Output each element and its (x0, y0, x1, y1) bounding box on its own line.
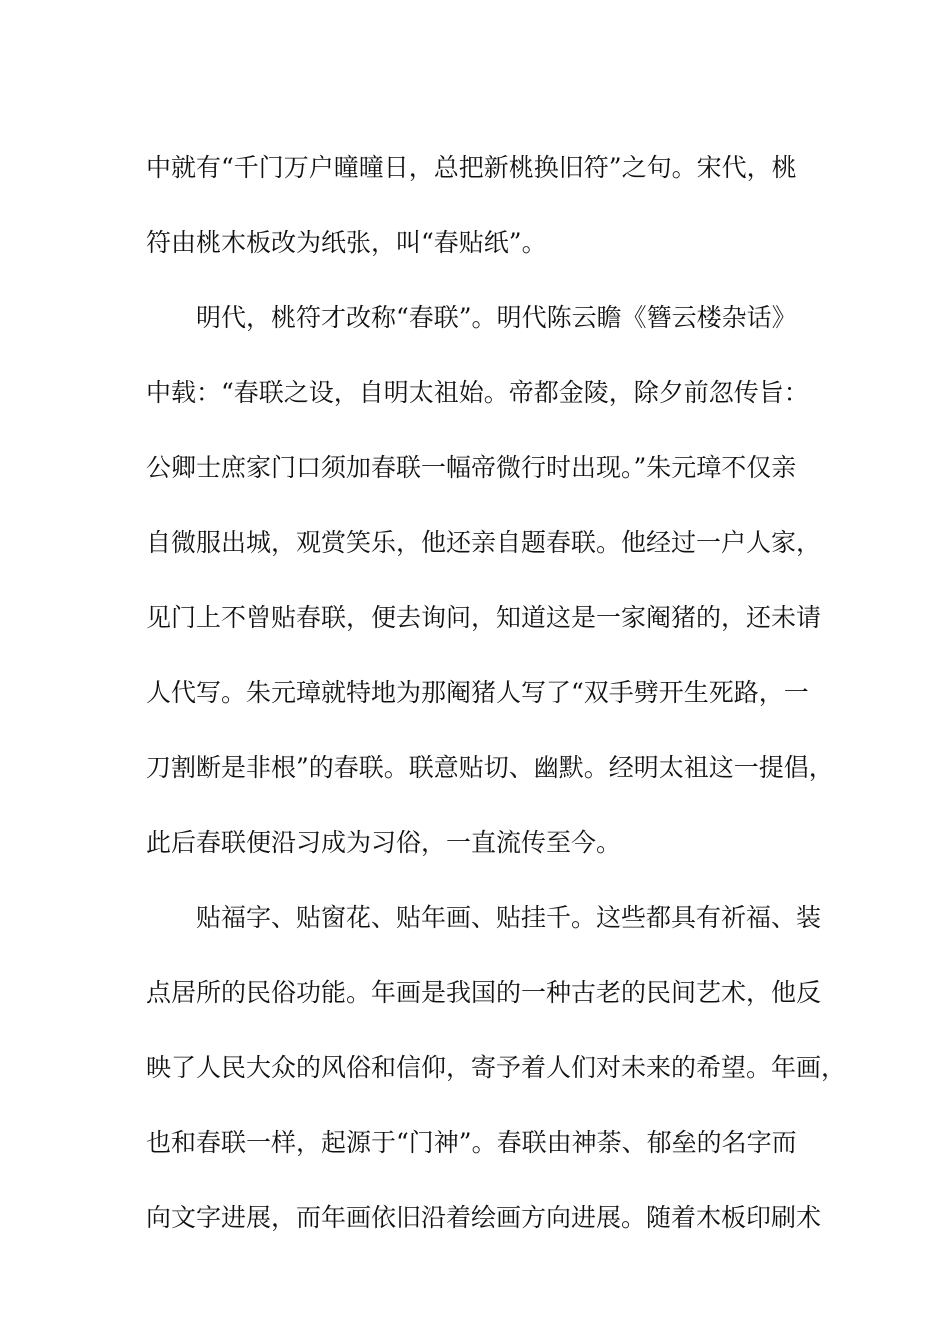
body-text (146, 130, 847, 1255)
paragraph-start-line: 贴福字、贴窗花、贴年画、贴挂千。这些都具有祈福、装 (196, 903, 822, 932)
text-line: 公卿士庶家门口须加春联一幅帝微行时出现。”朱元璋不仅亲 (146, 453, 797, 482)
text-line: 符由桃木板改为纸张，叫“春贴纸”。 (146, 228, 547, 257)
text-line: 刀割断是非根”的春联。联意贴切、幽默。经明太祖这一提倡， (146, 753, 834, 782)
text-line: 中就有“千门万户曈曈日，总把新桃换旧符”之句。宋代，桃 (146, 153, 797, 182)
text-line: 也和春联一样，起源于“门神”。春联由神荼、郁垒的名字而 (146, 1128, 797, 1157)
text-line: 映了人民大众的风俗和信仰，寄予着人们对未来的希望。年画， (146, 1053, 847, 1082)
text-line: 点居所的民俗功能。年画是我国的一种古老的民间艺术，他反 (146, 978, 822, 1007)
text-line: 向文字进展，而年画依旧沿着绘画方向进展。随着木板印刷术 (146, 1203, 822, 1232)
text-line: 此后春联便沿习成为习俗，一直流传至今。 (146, 828, 622, 857)
paragraph-start-line: 明代，桃符才改称“春联”。明代陈云瞻《簪云楼杂话》 (196, 303, 797, 332)
text-line: 人代写。朱元璋就特地为那阉猪人写了“双手劈开生死路，一 (146, 678, 809, 707)
text-line: 见门上不曾贴春联，便去询问，知道这是一家阉猪的，还未请 (146, 603, 822, 632)
text-line: 中载：“春联之设，自明太祖始。帝都金陵，除夕前忽传旨： (146, 378, 809, 407)
text-line: 自微服出城，观赏笑乐，他还亲自题春联。他经过一户人家， (146, 528, 822, 557)
